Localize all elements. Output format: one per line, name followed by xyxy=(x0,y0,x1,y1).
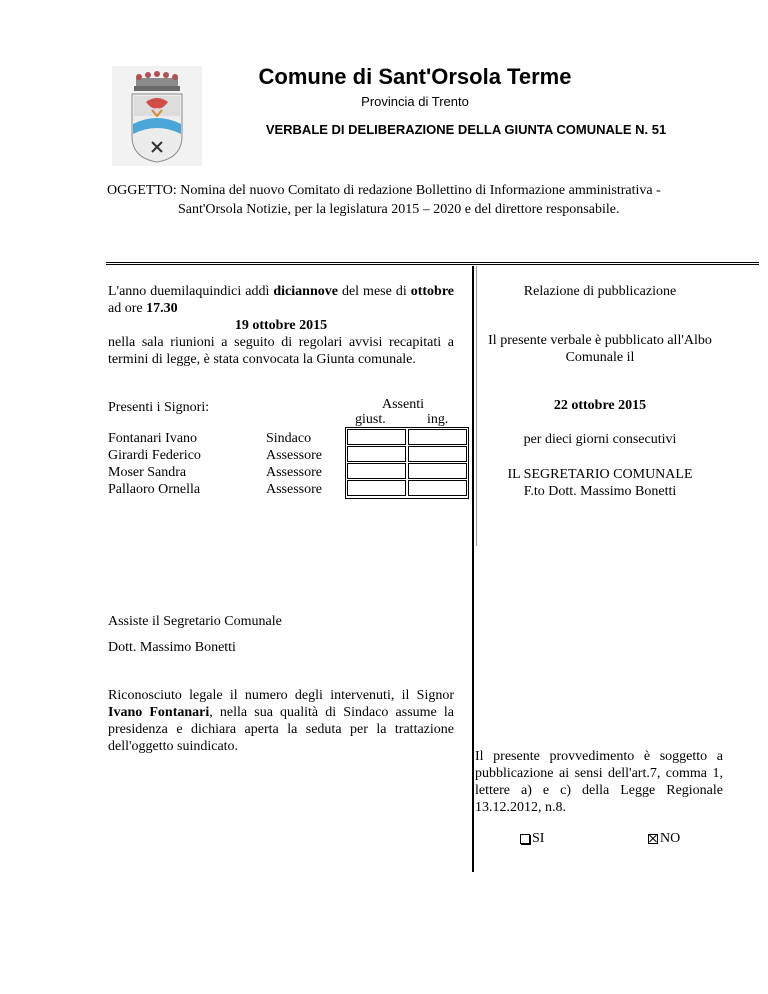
ricon-text: , nella sua qualità di Sindaco assume la presidenza e dichiara aperta la seduta per la trattazione dell'oggetto suindicato. xyxy=(108,705,454,754)
intro-paragraph xyxy=(108,283,454,368)
no-checkbox[interactable] xyxy=(648,830,680,847)
member-name: Pallaoro Ornella xyxy=(108,482,201,497)
assenti-ing-cell[interactable] xyxy=(408,446,467,462)
dieci-giorni-text: per dieci giorni consecutivi xyxy=(523,432,677,447)
si-label: SI xyxy=(532,831,545,846)
ing-label: ing. xyxy=(427,412,449,427)
checkbox-checked-icon xyxy=(648,834,658,844)
oggetto-block xyxy=(107,181,661,219)
presenti-label: Presenti i Signori: xyxy=(108,400,210,415)
secretary-name: Dott. Massimo Bonetti xyxy=(108,640,236,655)
member-name: Girardi Federico xyxy=(108,448,201,463)
intro-day: diciannove xyxy=(273,284,338,299)
assenti-giust-cell[interactable] xyxy=(347,480,406,496)
municipal-crest-icon xyxy=(112,66,202,166)
intro-time: 17.30 xyxy=(146,301,178,316)
page-title: Comune di Sant'Orsola Terme xyxy=(258,64,572,89)
checkbox-empty-icon xyxy=(520,834,530,844)
mayor-name: Ivano Fontanari xyxy=(108,705,210,720)
member-role: Assessore xyxy=(266,448,322,463)
vertical-divider xyxy=(472,266,474,872)
pubblicato-text: Il presente verbale è pubblicato all'Albo Comunale il xyxy=(488,333,712,365)
segretario-title: IL SEGRETARIO COMUNALE xyxy=(507,467,693,482)
ricon-text: Riconosciuto legale il numero degli intervenuti, il Signor xyxy=(108,688,454,703)
verbale-heading: VERBALE DI DELIBERAZIONE DELLA GIUNTA COMUNALE N. 51 xyxy=(265,122,667,137)
intro-text: del mese di xyxy=(337,284,411,299)
member-role: Assessore xyxy=(266,465,322,480)
assenti-ing-cell[interactable] xyxy=(408,480,467,496)
assenti-header: Assenti xyxy=(382,397,424,412)
oggetto-line-1: OGGETTO: Nomina del nuovo Comitato di redazione Bollettino di Informazione amministrativa - xyxy=(107,183,661,198)
publication-date: 22 ottobre 2015 xyxy=(553,398,647,413)
intro-text: nella sala riunioni a seguito di regolari avvisi recapitati a termini di legge, è stata convocata la Giunta comunale. xyxy=(108,335,454,367)
meeting-date: 19 ottobre 2015 xyxy=(234,318,328,333)
assenti-ing-cell[interactable] xyxy=(408,463,467,479)
intro-text: ad ore xyxy=(108,301,147,316)
no-label: NO xyxy=(660,831,681,846)
member-name: Fontanari Ivano xyxy=(108,431,198,446)
relazione-heading: Relazione di pubblicazione xyxy=(523,284,677,299)
member-role: Sindaco xyxy=(266,431,312,446)
riconosciuto-paragraph xyxy=(108,687,454,755)
horizontal-rule xyxy=(106,264,759,265)
member-name: Moser Sandra xyxy=(108,465,187,480)
member-role: Assessore xyxy=(266,482,322,497)
assenti-giust-cell[interactable] xyxy=(347,463,406,479)
assenti-ing-cell[interactable] xyxy=(408,429,467,445)
horizontal-rule xyxy=(106,262,759,263)
si-checkbox[interactable] xyxy=(520,830,544,847)
assenti-giust-cell[interactable] xyxy=(347,429,406,445)
intro-month: ottobre xyxy=(410,284,454,299)
assenti-giust-cell[interactable] xyxy=(347,446,406,462)
intro-text: L'anno duemilaquindici addì xyxy=(108,284,274,299)
assiste-label: Assiste il Segretario Comunale xyxy=(108,614,282,629)
vertical-divider-shadow xyxy=(476,266,477,546)
oggetto-line-2: Sant'Orsola Notizie, per la legislatura 2015 – 2020 e del direttore responsabile. xyxy=(178,202,620,217)
provvedimento-paragraph: Il presente provvedimento è soggetto a pubblicazione ai sensi dell'art.7, comma 1, lettere a) e c) della Legge Regionale 13.12.2012, n.8. xyxy=(475,749,723,815)
giust-label: giust. xyxy=(355,412,386,427)
segretario-signature: F.to Dott. Massimo Bonetti xyxy=(523,484,677,499)
province-label: Provincia di Trento xyxy=(361,94,469,109)
